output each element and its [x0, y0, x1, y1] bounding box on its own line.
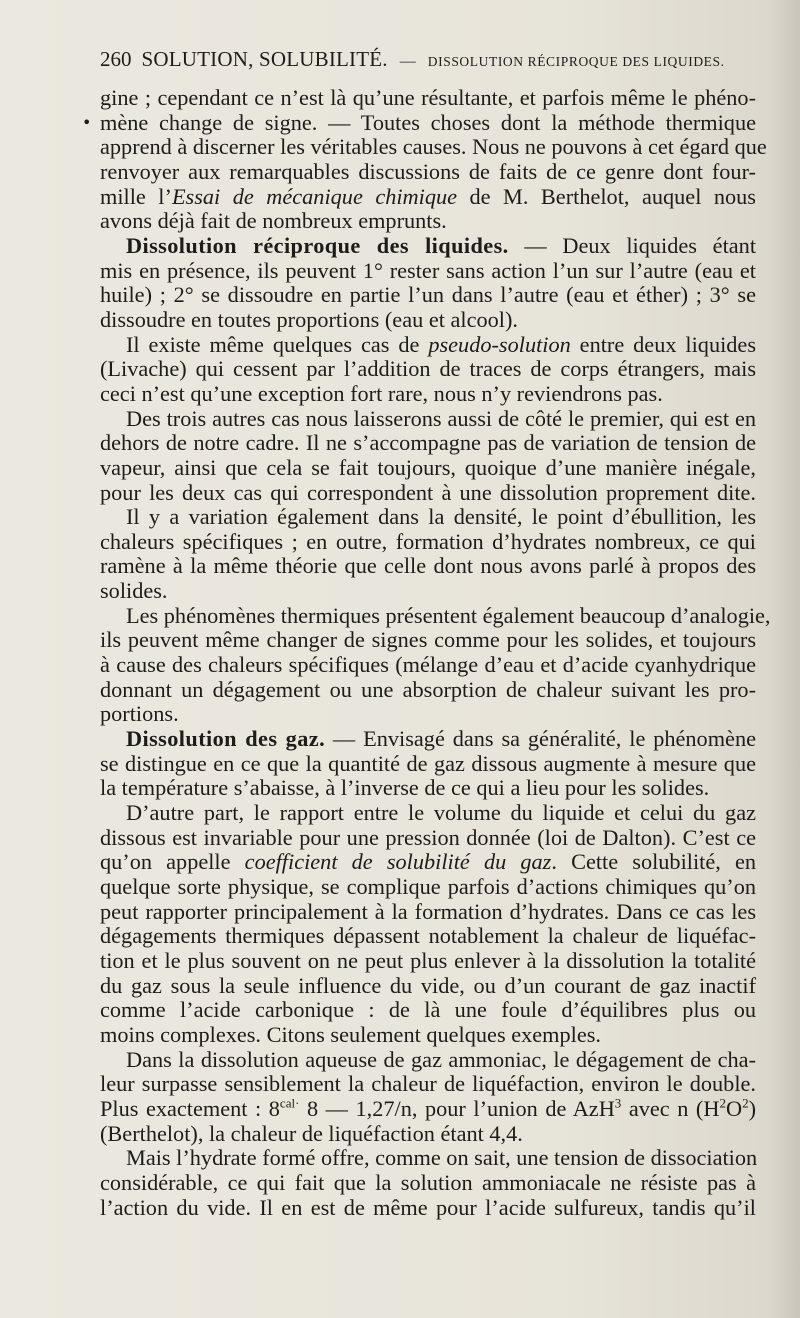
text-line: renvoyer aux remarquables discussions de faits de ce genre dont four- — [100, 158, 756, 184]
text-line: considérable, ce qui fait que la solution ammoniacale ne résiste pas à — [100, 1169, 756, 1195]
superscript: cal· — [279, 1095, 300, 1111]
text-line: (Livache) qui cessent par l’addition de traces de corps étrangers, mais — [100, 356, 756, 382]
text-line: Mais l’hydrate formé offre, comme on sait, une tension de dissociation — [126, 1145, 758, 1171]
section-heading: Dissolution des gaz. — [126, 726, 326, 752]
text-line: comme l’acide carbonique : de là une foule d’équilibres plus ou — [100, 997, 756, 1023]
text-line: gine ; cependant ce n’est là qu’une résultante, et parfois même le phéno- — [100, 85, 756, 110]
text-line: à cause des chaleurs spécifiques (mélange d’eau et d’acide cyanhydrique — [100, 652, 756, 678]
text-line: ramène à la même théorie que celle dont nous avons parlé à propos des — [100, 553, 756, 579]
text-line: ceci n’est qu’une exception fort rare, nous n’y reviendrons pas. — [100, 380, 663, 406]
text-line: tion et le plus souvent on ne peut plus enlever à la dissolution la totalité — [100, 947, 756, 973]
text-line: portions. — [100, 701, 179, 727]
text-line: peut rapporter principalement à la formation d’hydrates. Dans ce cas les — [100, 898, 756, 924]
text-line: mis en présence, ils peuvent 1° rester sans action l’un sur l’autre (eau et — [100, 257, 756, 283]
text-line: Dans la dissolution aqueuse de gaz ammoniac, le dégagement de cha- — [126, 1046, 756, 1072]
book-title-italic: Essai de mécanique chimique — [171, 183, 458, 209]
text-run: — Envisagé dans sa généralité, le phénomène — [325, 726, 756, 752]
text-line: l’action du vide. Il en est de même pour l’acide sulfureux, tandis qu’il — [100, 1194, 756, 1220]
header-dash: — — [399, 53, 416, 70]
text-line — [100, 185, 756, 210]
text-run: Plus exactement : 8 — [100, 1095, 280, 1121]
text-run: . Cette solubilité, en — [551, 849, 757, 875]
section-heading: Dissolution réciproque des liquides. — [126, 232, 509, 258]
text-line: se distingue en ce que la quantité de gaz dissous augmente à mesure que — [100, 750, 756, 776]
text-line — [100, 1097, 756, 1122]
superscript: 2 — [742, 1095, 749, 1111]
text-run: Il existe même quelques cas de — [126, 331, 429, 357]
text-line: Les phénomènes thermiques présentent également beaucoup d’analogie, — [126, 602, 771, 628]
text-line: Des trois autres cas nous laisserons aussi de côté le premier, qui est en — [126, 405, 756, 431]
text-run: O — [725, 1095, 743, 1121]
running-title: SOLUTION, SOLUBILITÉ. — [141, 47, 388, 71]
text-line: avons déjà fait de nombreux emprunts. — [100, 208, 447, 234]
text-line: Il y a variation également dans la densité, le point d’ébullition, les — [126, 504, 756, 530]
text-line — [100, 850, 756, 875]
text-line: chaleurs spécifiques ; en outre, formation d’hydrates nombreux, ce qui — [100, 528, 756, 554]
text-line: apprend à discerner les véritables causes. Nous ne pouvons à cet égard que — [100, 134, 767, 160]
superscript: 2 — [719, 1095, 726, 1111]
text-run: qu’on appelle — [100, 849, 245, 875]
text-line: D’autre part, le rapport entre le volume du liquide et celui du gaz — [126, 800, 756, 826]
text-line: moins complexes. Citons seulement quelques exemples. — [100, 1021, 601, 1047]
text-line — [100, 333, 756, 358]
text-line: dissous est invariable pour une pression donnée (loi de Dalton). C’est ce — [100, 824, 756, 850]
text-line — [100, 727, 756, 752]
body-text — [100, 85, 771, 1220]
text-line: du gaz sous la seule influence du vide, ou d’un courant de gaz inactif — [100, 972, 756, 998]
text-line: solides. — [100, 578, 168, 604]
text-run: de M. Berthelot, auquel nous — [457, 183, 756, 209]
section-title: DISSOLUTION RÉCIPROQUE DES LIQUIDES. — [427, 54, 725, 69]
text-line: dégagements thermiques dépassent notablement la chaleur de liquéfac- — [100, 923, 756, 949]
text-line: la température s’abaisse, à l’inverse de ce qui a lieu pour les solides. — [100, 775, 710, 801]
running-header — [100, 47, 780, 72]
text-line: mène change de signe. — Toutes choses dont la méthode thermique — [100, 109, 756, 135]
text-run: mille l’ — [100, 183, 172, 209]
text-line: (Berthelot), la chaleur de liquéfaction étant 4,4. — [100, 1120, 523, 1146]
italic-term: coefficient de solubilité du gaz — [244, 849, 552, 875]
text-line: leur surpasse sensiblement la chaleur de liquéfaction, environ le double. — [100, 1071, 756, 1097]
italic-term: pseudo-solution — [428, 331, 571, 357]
text-run: entre deux liquides — [570, 331, 757, 357]
text-run: — Deux liquides étant — [508, 232, 757, 258]
text-line: donnant un dégagement ou une absorption de chaleur suivant les pro- — [100, 676, 756, 702]
text-line: dehors de notre cadre. Il ne s’accompagne pas de variation de tension de — [100, 430, 756, 456]
text-line: quelque sorte physique, se complique parfois d’actions chimiques qu’on — [100, 874, 756, 899]
text-line: dissoudre en toutes proportions (eau et alcool). — [100, 306, 518, 332]
text-run: 8 — 1,27/n, pour l’union de AzH — [299, 1095, 615, 1121]
margin-mark: • — [82, 113, 92, 132]
text-line: ils peuvent même changer de signes comme pour les solides, et toujours — [100, 627, 756, 653]
text-line — [100, 234, 756, 259]
text-run: avec n (H — [621, 1095, 720, 1121]
superscript: 3 — [614, 1095, 622, 1111]
text-run: ) — [748, 1095, 756, 1121]
text-line: vapeur, ainsi que cela se fait toujours, quoique d’une manière inégale, — [100, 454, 756, 480]
text-line: huile) ; 2° se dissoudre en partie l’un dans l’autre (eau et éther) ; 3° se — [100, 282, 756, 308]
text-line: pour les deux cas qui correspondent à une dissolution proprement dite. — [100, 479, 756, 505]
page-number: 260 — [100, 47, 132, 71]
